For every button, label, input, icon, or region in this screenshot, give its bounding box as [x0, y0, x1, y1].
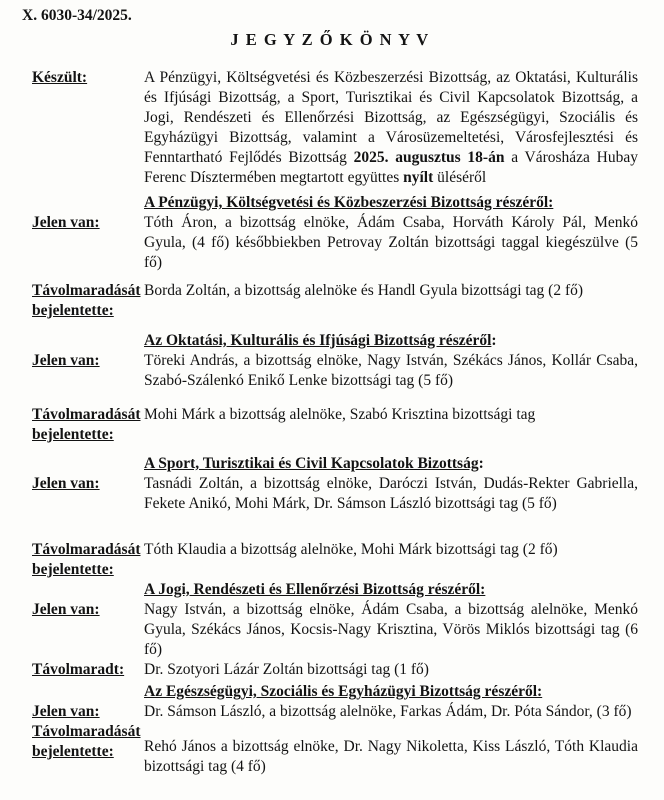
section-heading [144, 580, 638, 600]
section-heading-tail: : [491, 332, 497, 349]
present-content [144, 331, 638, 391]
absent-row [22, 405, 638, 445]
absent-label-column [32, 405, 144, 445]
absent-text: Borda Zoltán, a bizottság alelnöke és Handl Gyula bizottsági tag (2 fő) [144, 282, 584, 299]
absent-label: Távolmaradását bejelentette: [32, 723, 141, 760]
present-content [144, 454, 638, 514]
section-heading [144, 331, 638, 351]
made-text-middle: a Városháza Hubay Ferenc Dísztermében megtartott együttes [144, 149, 638, 186]
present-row [22, 193, 638, 273]
section-heading [144, 682, 638, 702]
present-label: Jelen van: [32, 703, 100, 720]
present-text: Töreki András, a bizottság elnöke, Nagy István, Székács János, Kollár Csaba, Szabó-Szálenkó Enikő Lenke bizottsági tag (5 fő) [144, 352, 638, 389]
section-heading [144, 193, 638, 213]
section-penzugyi [22, 193, 638, 321]
absent-text: Rehó János a bizottság elnöke, Dr. Nagy Nikoletta, Kiss László, Tóth Klaudia bizottsági tag (4 fő) [144, 738, 638, 775]
absent-label: Távolmaradt: [32, 661, 125, 678]
absent-text: Tóth Klaudia a bizottság alelnöke, Mohi Márk bizottsági tag (2 fő) [144, 541, 558, 558]
present-label: Jelen van: [32, 214, 100, 231]
section-heading-text: A Sport, Turisztikai és Civil Kapcsolatok Bizottság [144, 455, 479, 472]
absent-label-column [32, 722, 144, 777]
made-text [144, 68, 638, 188]
present-label-column [32, 580, 144, 660]
section-heading-tail: : [478, 455, 484, 472]
section-heading-text: A Pénzügyi, Költségvetési és Közbeszerzési Bizottság részéről: [144, 194, 554, 211]
made-text-before: A Pénzügyi, Költségvetési és Közbeszerzési Bizottság, az Oktatási, Kulturális és Ifjúsági Bizottság, a Sport, Turisztikai és Civil Kapcsolatok Bizottság, a Jogi, Rendészeti és Ellenőrzési Bizottság, az Egészségügyi, Szociális és Egyházügyi Bizottság, valamint a Városüzemeltetési, Városfejlesztési és Fenntartható Fejlődés Bizottság [144, 69, 638, 166]
absent-label-column [32, 660, 144, 680]
present-label-column [32, 454, 144, 514]
present-label: Jelen van: [32, 601, 100, 618]
present-label-column [32, 331, 144, 391]
section-heading [144, 454, 638, 474]
absent-label-column [32, 540, 144, 580]
present-text: Nagy István, a bizottság elnöke, Ádám Csaba, a bizottság alelnöke, Menkó Gyula, Székács János, Kocsis-Nagy Krisztina, Vörös Miklós bizottsági tag (6 fő) [144, 601, 638, 658]
present-content [144, 580, 638, 660]
present-text: Tóth Áron, a bizottság elnöke, Ádám Csaba, Horváth Károly Pál, Menkó Gyula, (4 fő) későbbiekben Petrovay Zoltán bizottsági taggal kiegészülve (5 fő) [144, 214, 638, 271]
made-label-column [32, 68, 144, 188]
reference-number: X. 6030-34/2025. [22, 7, 132, 24]
present-text: Dr. Sámson László, a bizottság alelnöke, Farkas Ádám, Dr. Póta Sándor, (3 fő) [144, 703, 632, 720]
made-text-after: üléséről [433, 169, 487, 186]
made-row [22, 68, 638, 188]
section-sport [22, 454, 638, 580]
absent-row [22, 540, 638, 580]
made-label: Készült: [32, 69, 88, 86]
present-label: Jelen van: [32, 352, 100, 369]
absent-label-column [32, 281, 144, 321]
absent-text: Dr. Szotyori Lázár Zoltán bizottsági tag (1 fő) [144, 661, 429, 678]
section-egeszsegugyi [22, 682, 638, 777]
made-date: 2025. augusztus 18-án [353, 149, 505, 166]
present-row [22, 682, 638, 722]
present-text: Tasnádi Zoltán, a bizottság elnöke, Daróczi István, Dudás-Rekter Gabriella, Fekete Anikó, Mohi Márk, Dr. Sámson László bizottsági tag (5 fő) [144, 475, 638, 512]
section-heading-text: Az Oktatási, Kulturális és Ifjúsági Bizottság részéről [144, 332, 492, 349]
present-row [22, 580, 638, 660]
absent-label: Távolmaradását bejelentette: [32, 541, 141, 578]
present-content [144, 193, 638, 273]
present-label: Jelen van: [32, 475, 100, 492]
section-heading-text: A Jogi, Rendészeti és Ellenőrzési Bizottság részéről: [144, 581, 486, 598]
present-row [22, 331, 638, 391]
absent-row [22, 281, 638, 321]
section-oktatasi [22, 331, 638, 445]
present-content [144, 682, 638, 722]
present-label-column [32, 193, 144, 273]
made-open-word: nyílt [403, 169, 434, 186]
document-title: J E G Y Z Ő K Ö N Y V [230, 30, 430, 49]
absent-text: Mohi Márk a bizottság alelnöke, Szabó Krisztina bizottsági tag [144, 406, 536, 423]
present-label-column [32, 682, 144, 722]
absent-label: Távolmaradását bejelentette: [32, 282, 141, 319]
absent-row [22, 660, 638, 680]
absent-row [22, 722, 638, 777]
present-row [22, 454, 638, 514]
section-jogi [22, 580, 638, 680]
absent-label: Távolmaradását bejelentette: [32, 406, 141, 443]
section-heading-text: Az Egészségügyi, Szociális és Egyházügyi Bizottság részéről: [144, 683, 543, 700]
